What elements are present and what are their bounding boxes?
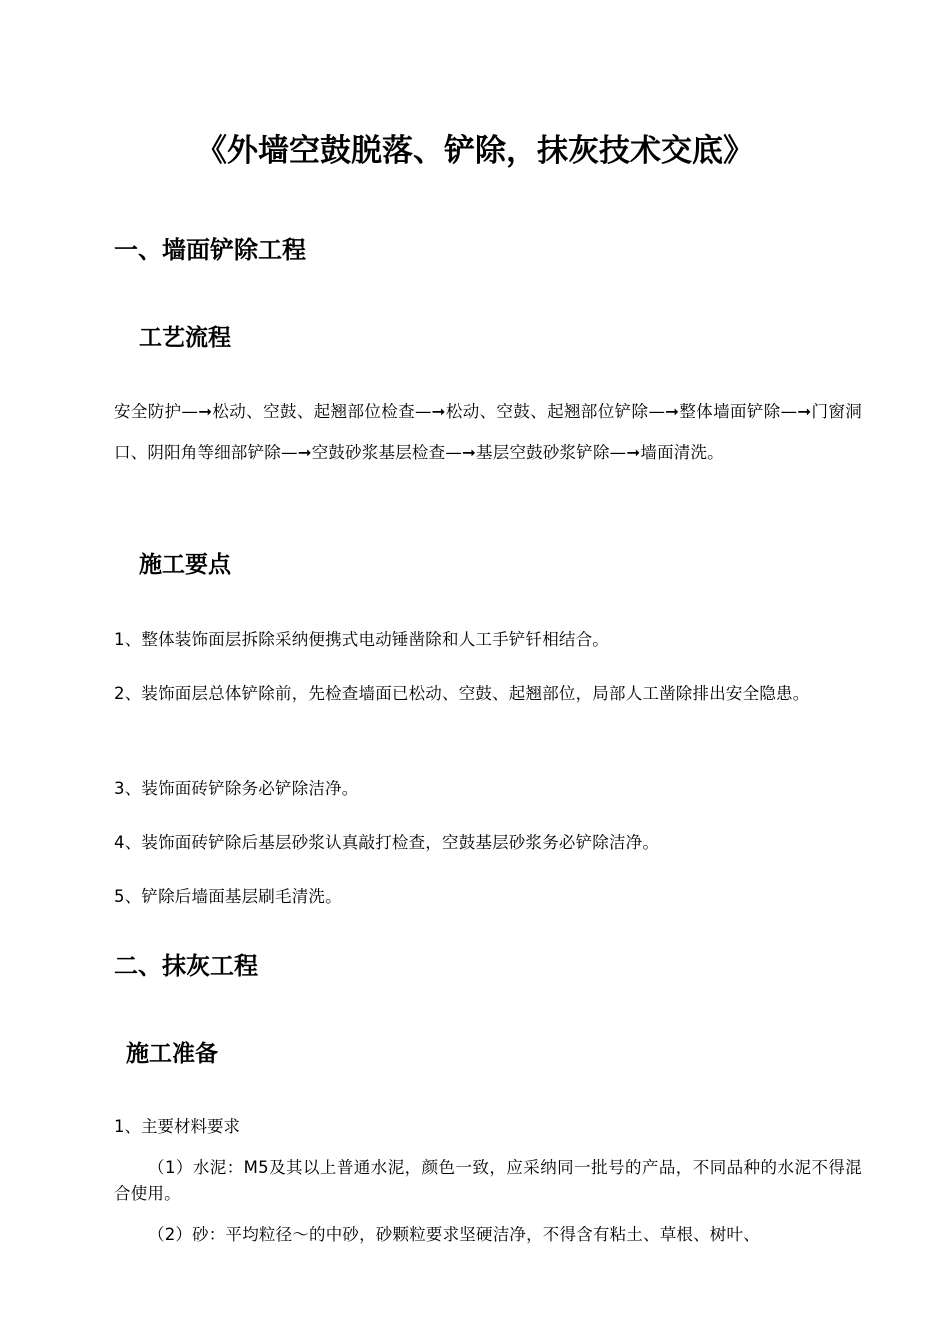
material-requirements-item: 1、主要材料要求 bbox=[114, 1117, 240, 1136]
subheading-construction-prep: 施工准备 bbox=[126, 1041, 218, 1067]
construction-point-1: 1、整体装饰面层拆除采纳便携式电动锤凿除和人工手铲钎相结合。 bbox=[114, 630, 609, 649]
construction-point-5: 5、铲除后墙面基层刷毛清洗。 bbox=[114, 887, 342, 906]
material-cement-text: （1）水泥：M5及其以上普通水泥，颜色一致，应采纳同一批号的产品，不同品种的水泥不得混合使用。 bbox=[114, 1158, 862, 1203]
material-sand-text: （2）砂：平均粒径～的中砂，砂颗粒要求坚硬洁净，不得含有粘土、草根、树叶、 bbox=[148, 1225, 760, 1244]
document-title: 《外墙空鼓脱落、铲除，抹灰技术交底》 bbox=[196, 133, 754, 169]
section-heading-demolition: 一、墙面铲除工程 bbox=[114, 236, 306, 264]
subheading-construction-points: 施工要点 bbox=[139, 552, 231, 578]
process-flow-text: 安全防护—➞松动、空鼓、起翘部位检查—➞松动、空鼓、起翘部位铲除—➞整体墙面铲除—➞门窗洞口、阴阳角等细部铲除—➞空鼓砂浆基层检查—➞基层空鼓砂浆铲除—➞墙面清洗。 bbox=[114, 402, 862, 462]
construction-point-3: 3、装饰面砖铲除务必铲除洁净。 bbox=[114, 779, 359, 798]
section-heading-plastering: 二、抹灰工程 bbox=[114, 952, 258, 980]
construction-point-2: 2、装饰面层总体铲除前，先检查墙面已松动、空鼓、起翘部位，局部人工凿除排出安全隐患。 bbox=[114, 684, 810, 703]
construction-point-4: 4、装饰面砖铲除后基层砂浆认真敲打检查，空鼓基层砂浆务必铲除洁净。 bbox=[114, 833, 660, 852]
subheading-process-flow: 工艺流程 bbox=[139, 325, 231, 351]
